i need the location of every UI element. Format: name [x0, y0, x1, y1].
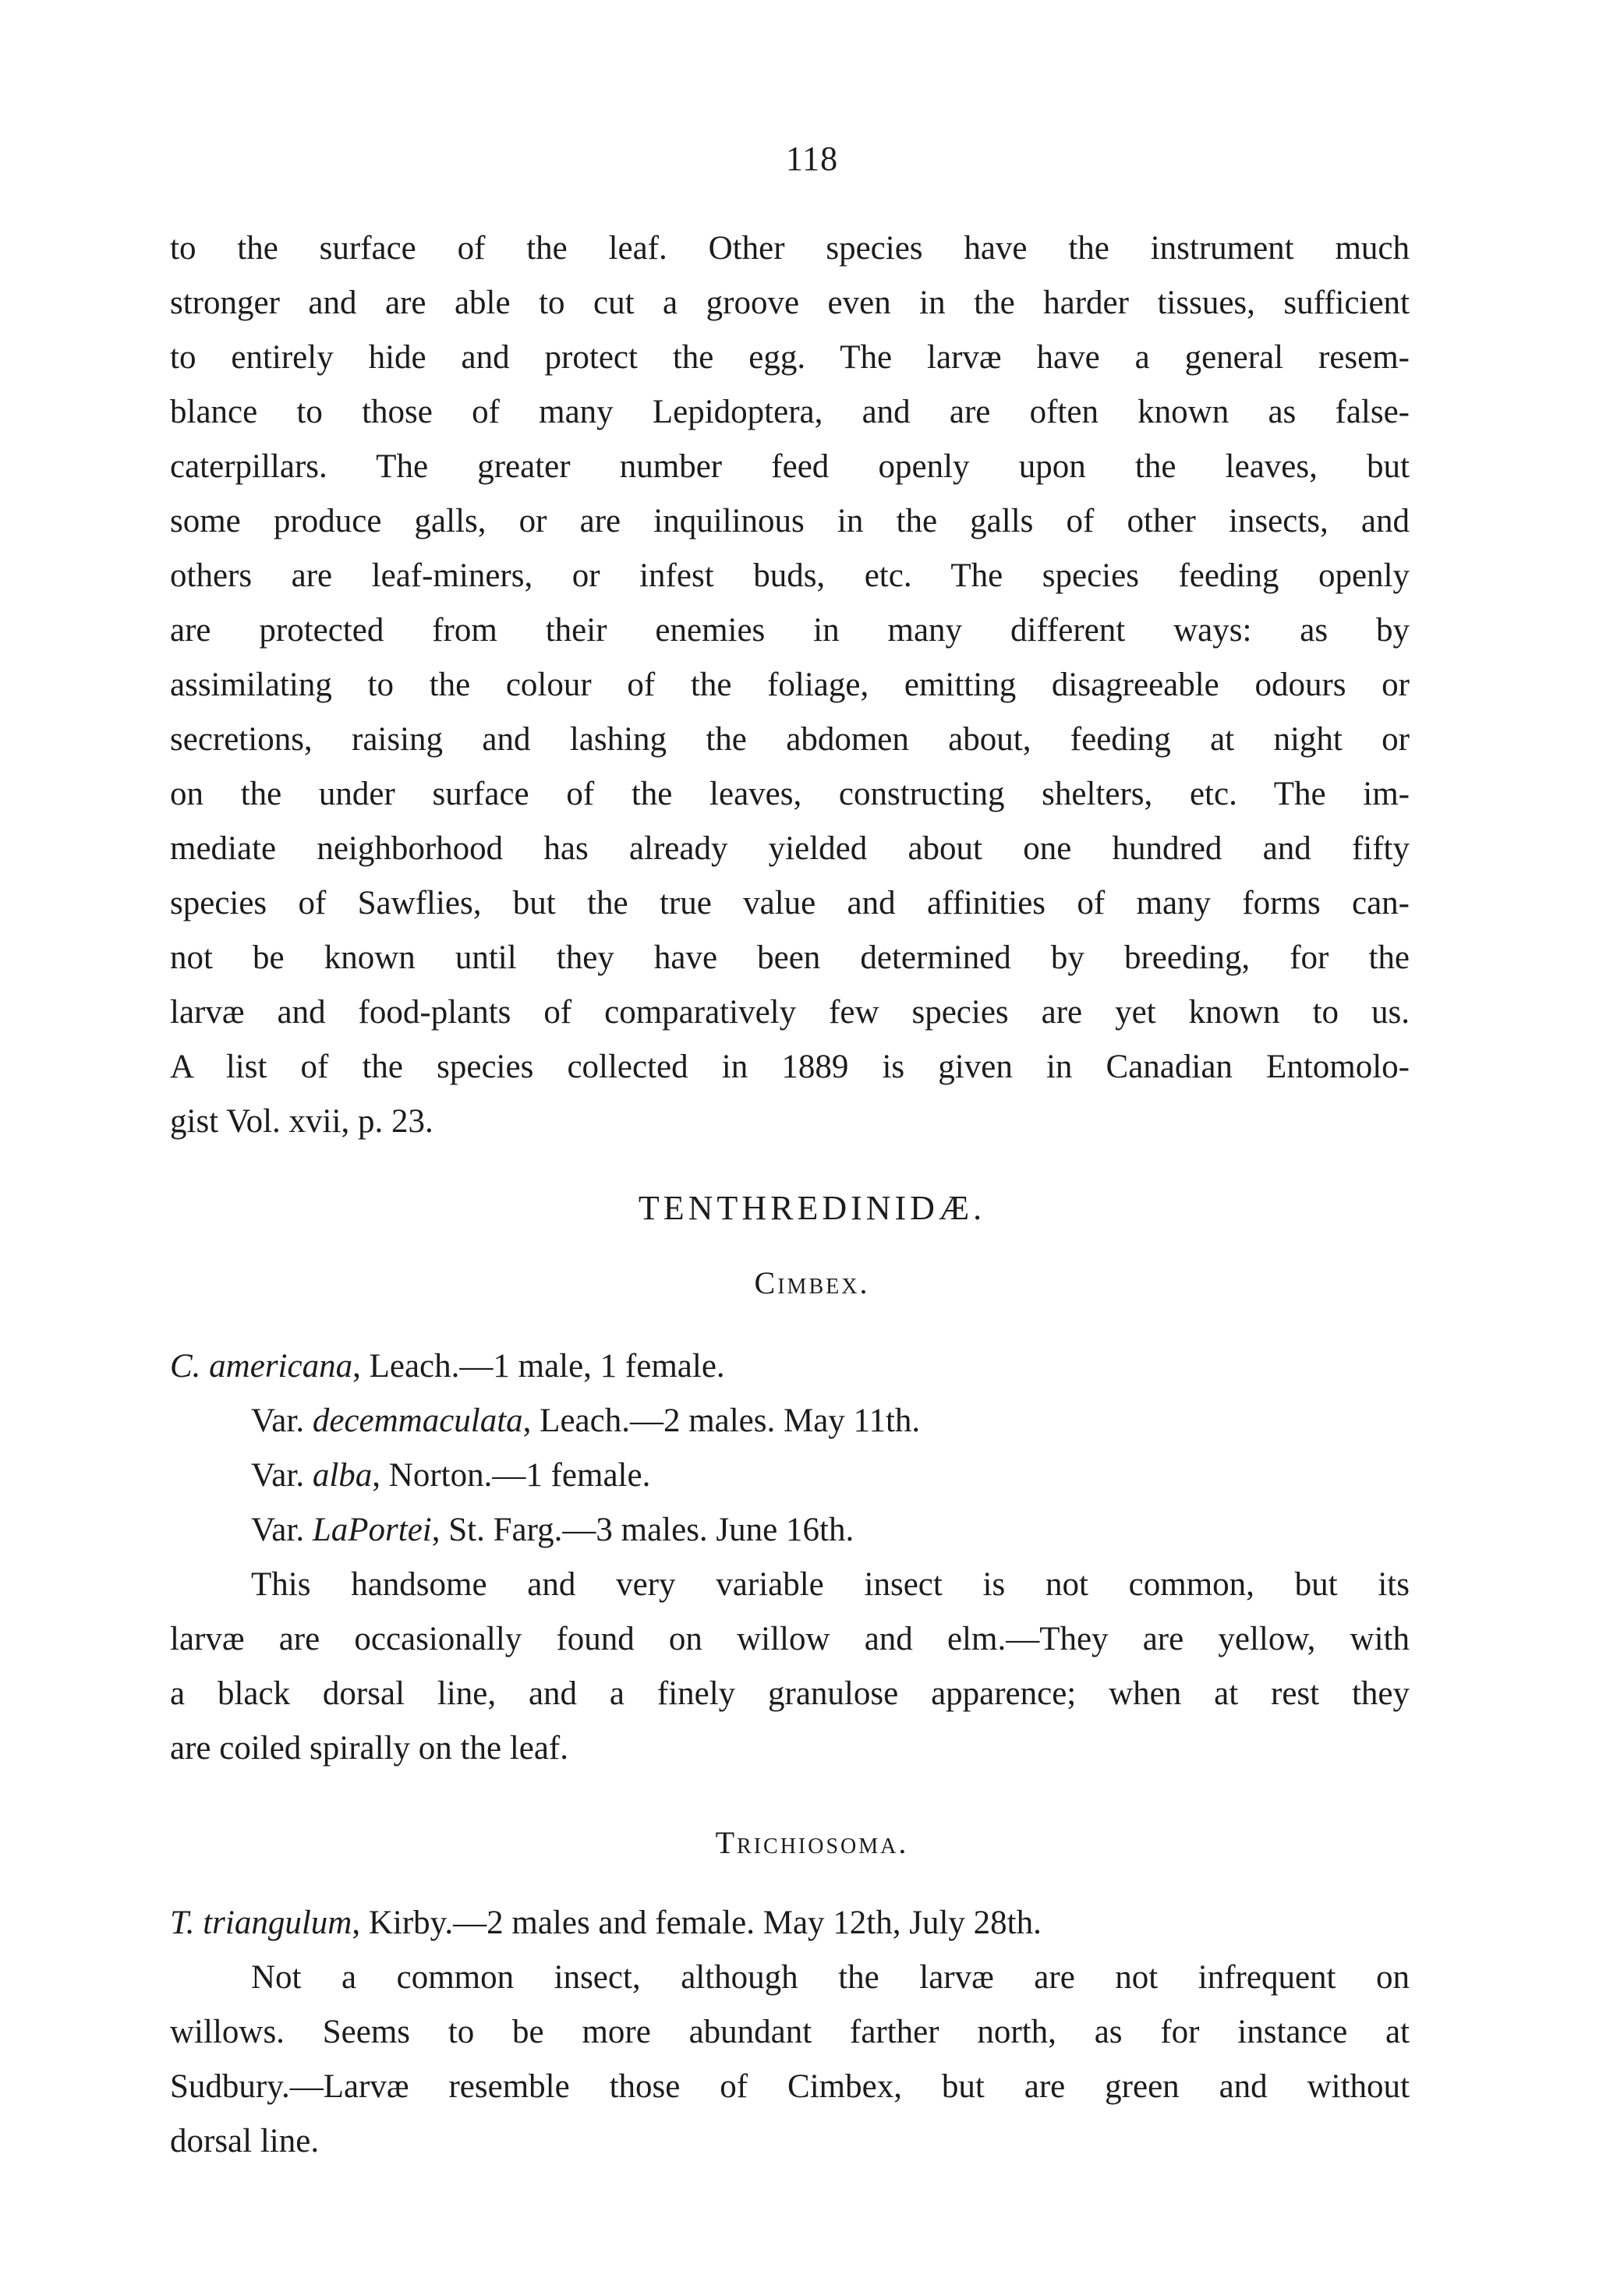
species-name: C. americana [170, 1348, 353, 1385]
page-number: 118 [785, 140, 839, 178]
genus-heading-cimbex: Cimbex. [754, 1265, 870, 1300]
cimbex-species-list [170, 1339, 1410, 1558]
variety-entry [170, 1503, 1410, 1558]
text-line: gist Vol. xvii, p. 23. [170, 1103, 433, 1140]
text-line: A list of the species collected in 1889 is given in Canadian Entomolo- [170, 1049, 1410, 1085]
trichiosoma-species-list [170, 1896, 1410, 1951]
text-line: larvæ and food-plants of comparatively few species are yet known to us. [170, 994, 1410, 1031]
intro-paragraph [170, 221, 1410, 1149]
text-line: some produce galls, or are inquilinous in the galls of other insects, and [170, 503, 1410, 539]
cimbex-note [170, 1558, 1410, 1776]
text-line: This handsome and very variable insect is not common, but its [251, 1566, 1410, 1603]
text-line: others are leaf-miners, or infest buds, etc. The species feeding openly [170, 557, 1410, 594]
genus-heading-trichiosoma: Trichiosoma. [715, 1825, 909, 1860]
text-line: to entirely hide and protect the egg. The larvæ have a general resem- [170, 339, 1410, 376]
variety-record: , St. Farg.—3 males. June 16th. [431, 1512, 854, 1548]
species-name: T. triangulum [170, 1905, 352, 1941]
family-heading: TENTHREDINIDÆ. [638, 1189, 986, 1227]
text-line: secretions, raising and lashing the abdomen about, feeding at night or [170, 721, 1410, 758]
variety-record: , Norton.—1 female. [372, 1457, 651, 1494]
text-line: a black dorsal line, and a finely granulose apparence; when at rest they [170, 1675, 1410, 1712]
text-line: species of Sawflies, but the true value and affinities of many forms can- [170, 885, 1410, 921]
text-line: not be known until they have been determined by breeding, for the [170, 939, 1410, 976]
variety-prefix: Var. [251, 1402, 313, 1439]
species-record: , Leach.—1 male, 1 female. [352, 1348, 725, 1385]
variety-name: LaPortei [312, 1512, 432, 1548]
variety-prefix: Var. [251, 1457, 313, 1494]
text-line: dorsal line. [170, 2123, 320, 2159]
variety-name: decemmaculata [312, 1402, 523, 1439]
text-line: larvæ are occasionally found on willow and elm.—They are yellow, with [170, 1621, 1410, 1657]
text-line: Sudbury.—Larvæ resemble those of Cimbex, but are green and without [170, 2068, 1410, 2105]
text-line: blance to those of many Lepidoptera, and are often known as false- [170, 394, 1410, 430]
text-line: caterpillars. The greater number feed openly upon the leaves, but [170, 448, 1410, 485]
text-line: Not a common insect, although the larvæ are not infrequent on [251, 1959, 1410, 1996]
text-line: stronger and are able to cut a groove even in the harder tissues, sufficient [170, 285, 1410, 321]
variety-record: , Leach.—2 males. May 11th. [522, 1402, 921, 1439]
text-line: willows. Seems to be more abundant farther north, as for instance at [170, 2014, 1410, 2050]
text-line: are protected from their enemies in many different ways: as by [170, 612, 1410, 649]
text-line: mediate neighborhood has already yielded about one hundred and fifty [170, 830, 1410, 867]
species-entry [170, 1339, 1410, 1394]
species-record: , Kirby.—2 males and female. May 12th, July 28th. [352, 1905, 1042, 1941]
text-line: to the surface of the leaf. Other species have the instrument much [170, 230, 1410, 267]
variety-name: alba [312, 1457, 373, 1494]
text-line: on the under surface of the leaves, constructing shelters, etc. The im- [170, 776, 1410, 812]
species-entry [170, 1896, 1410, 1951]
text-line: assimilating to the colour of the foliage, emitting disagreeable odours or [170, 667, 1410, 703]
variety-entry [170, 1394, 1410, 1448]
variety-prefix: Var. [251, 1512, 313, 1548]
variety-entry [170, 1448, 1410, 1503]
text-line: are coiled spirally on the leaf. [170, 1730, 569, 1767]
trichiosoma-note [170, 1951, 1410, 2169]
